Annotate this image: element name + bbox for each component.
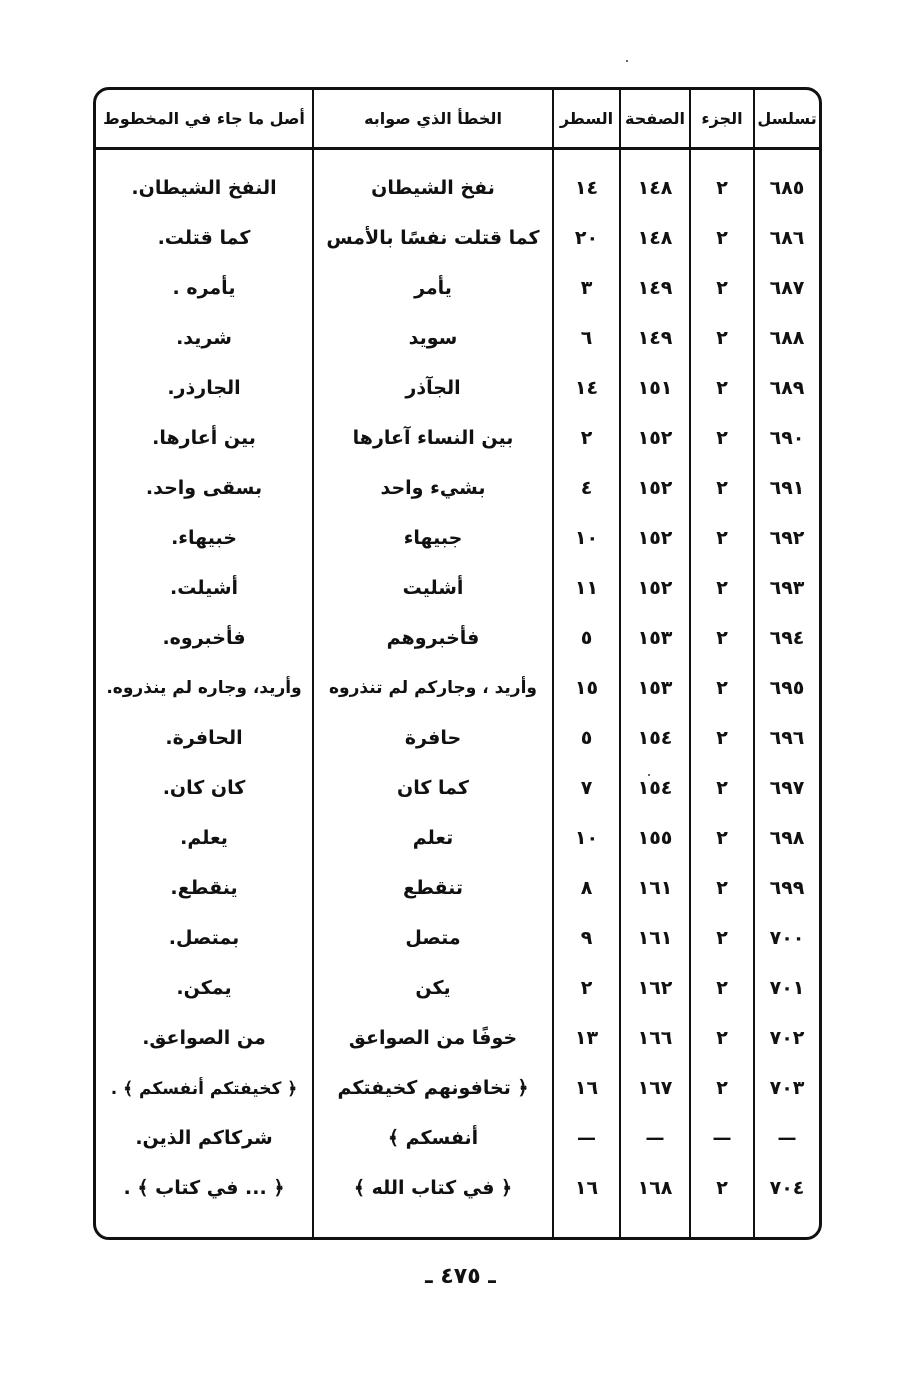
cell-original: وأريد، وجاره لم ينذروه. <box>106 678 302 698</box>
cell-part: ٢ <box>716 727 728 749</box>
cell-part: ٢ <box>716 977 728 999</box>
table-row <box>96 563 819 613</box>
cell-page: ١٤٩ <box>637 277 673 299</box>
cell-error: ﴿ تخافونهم كخيفتكم <box>337 1077 529 1099</box>
cell-part: ٢ <box>716 777 728 799</box>
cell-original: ﴿ ... في كتاب ﴾ . <box>123 1177 285 1199</box>
cell-error: فأخبروهم <box>386 627 480 649</box>
cell-line: ٨ <box>580 877 593 899</box>
table-row <box>96 413 819 463</box>
cell-page: ١٤٨ <box>637 227 673 249</box>
cell-line: ٦ <box>580 327 593 349</box>
cell-serial: ٦٩٧ <box>769 777 805 799</box>
cell-serial: ٦٩٨ <box>769 827 805 849</box>
cell-serial: ٧٠٢ <box>769 1027 805 1049</box>
cell-original: ينقطع. <box>170 877 238 899</box>
cell-error: كما قتلت نفسًا بالأمس <box>326 227 540 249</box>
cell-error: خوفًا من الصواعق <box>348 1027 518 1049</box>
cell-page: ١٤٩ <box>637 327 673 349</box>
corrections-table <box>93 87 822 1240</box>
cell-serial: ٧٠٠ <box>769 927 805 949</box>
table-row <box>96 363 819 413</box>
cell-page: — <box>645 1127 665 1149</box>
cell-part: ٢ <box>716 377 728 399</box>
cell-line: ٤ <box>580 477 593 499</box>
cell-original: بين أعارها. <box>152 427 256 449</box>
cell-serial: ٦٩٢ <box>769 527 805 549</box>
cell-error: بشيء واحد <box>380 477 486 499</box>
table-row <box>96 963 819 1013</box>
cell-page: ١٥٥ <box>637 827 673 849</box>
cell-serial: ٦٩٥ <box>769 677 805 699</box>
table-row <box>96 313 819 363</box>
cell-part: ٢ <box>716 327 728 349</box>
table-row <box>96 813 819 863</box>
cell-serial: ٦٨٨ <box>769 327 805 349</box>
cell-error: تنقطع <box>402 877 464 899</box>
cell-serial: ٦٨٥ <box>769 177 805 199</box>
cell-line: ٢ <box>580 977 593 999</box>
table-row <box>96 613 819 663</box>
header-original: أصل ما جاء في المخطوط <box>103 109 305 128</box>
header-serial: تسلسل <box>757 109 817 128</box>
cell-page: ١٦٦ <box>637 1027 673 1049</box>
cell-error: تعلم <box>412 827 454 849</box>
cell-original: شركاكم الذين. <box>135 1127 273 1149</box>
cell-part: ٢ <box>716 277 728 299</box>
cell-original: كما قتلت. <box>157 227 251 249</box>
table-row <box>96 513 819 563</box>
cell-serial: ٦٩٩ <box>769 877 805 899</box>
cell-serial: ٦٩١ <box>769 477 805 499</box>
cell-error: سويد <box>408 327 458 349</box>
cell-line: ٧ <box>580 777 593 799</box>
table-body <box>96 150 819 1237</box>
cell-original: يمكن. <box>176 977 232 999</box>
cell-page: ١٥٢ <box>637 577 673 599</box>
cell-part: ٢ <box>716 927 728 949</box>
cell-line: ١١ <box>574 577 599 599</box>
table-row <box>96 1163 819 1213</box>
cell-part: ٢ <box>716 177 728 199</box>
cell-part: ٢ <box>716 477 728 499</box>
cell-line: ٥ <box>580 727 593 749</box>
page-number: ـ ٤٧٥ ـ <box>425 1264 496 1289</box>
cell-serial: — <box>777 1127 797 1149</box>
cell-page: ١٥٢ <box>637 477 673 499</box>
table-row <box>96 913 819 963</box>
table-header <box>96 90 819 150</box>
cell-line: ٢ <box>580 427 593 449</box>
cell-serial: ٦٨٧ <box>769 277 805 299</box>
header-line: السطر <box>559 109 614 128</box>
cell-serial: ٧٠٤ <box>769 1177 805 1199</box>
cell-serial: ٦٩٣ <box>769 577 805 599</box>
table-row <box>96 213 819 263</box>
cell-error: يكن <box>415 977 451 999</box>
cell-original: خبيهاء. <box>171 527 237 549</box>
cell-error: يأمر <box>414 277 452 299</box>
cell-line: ١٤ <box>574 377 599 399</box>
cell-page: ١٥٤ <box>637 727 673 749</box>
cell-error: كما كان <box>397 777 469 799</box>
cell-part: ٢ <box>716 827 728 849</box>
cell-error: نفخ الشيطان <box>371 177 495 199</box>
cell-part: ٢ <box>716 627 728 649</box>
cell-line: ١٠ <box>574 827 599 849</box>
cell-line: ١٤ <box>574 177 599 199</box>
cell-original: الجارذر. <box>167 377 241 399</box>
cell-page: ١٤٨ <box>637 177 673 199</box>
cell-error: حافرة <box>404 727 462 749</box>
cell-part: ٢ <box>716 527 728 549</box>
cell-original: الحافرة. <box>165 727 243 749</box>
cell-original: يأمره . <box>172 277 236 299</box>
cell-part: ٢ <box>716 1177 728 1199</box>
cell-line: ١٠ <box>574 527 599 549</box>
cell-part: ٢ <box>716 877 728 899</box>
table-row <box>96 1013 819 1063</box>
table-row <box>96 663 819 713</box>
page-speck <box>626 60 628 62</box>
cell-line: ١٦ <box>574 1177 599 1199</box>
cell-original: كان كان. <box>162 777 246 799</box>
cell-line: ١٣ <box>574 1027 599 1049</box>
cell-serial: ٦٩٤ <box>769 627 805 649</box>
cell-page: ١٦١ <box>637 927 673 949</box>
table-row <box>96 763 819 813</box>
cell-page: ١٦٨ <box>637 1177 673 1199</box>
cell-serial: ٦٨٩ <box>769 377 805 399</box>
cell-page: ١٦٢ <box>637 977 673 999</box>
cell-part: ٢ <box>716 677 728 699</box>
cell-original: من الصواعق. <box>142 1027 266 1049</box>
cell-line: ٢٠ <box>574 227 599 249</box>
cell-error: أشليت <box>402 577 464 599</box>
cell-part: ٢ <box>716 427 728 449</box>
cell-line: ١٥ <box>574 677 599 699</box>
table-row <box>96 713 819 763</box>
cell-page: ١٦٧ <box>637 1077 673 1099</box>
table-row <box>96 163 819 213</box>
cell-original: بسقى واحد. <box>145 477 263 499</box>
table-row <box>96 463 819 513</box>
cell-serial: ٦٨٦ <box>769 227 805 249</box>
table-row <box>96 263 819 313</box>
cell-part: ٢ <box>716 577 728 599</box>
cell-page: ١٥٣ <box>637 677 673 699</box>
cell-error: ﴿ في كتاب الله ﴾ <box>353 1177 513 1199</box>
cell-error: الجآذر <box>405 377 461 399</box>
cell-serial: ٦٩٦ <box>769 727 805 749</box>
cell-page: ١٥٢ <box>637 427 673 449</box>
cell-page: ١٥٤ <box>637 777 673 799</box>
table-row <box>96 1113 819 1163</box>
table-row <box>96 863 819 913</box>
cell-serial: ٧٠١ <box>769 977 805 999</box>
header-error-correction: الخطأ الذي صوابه <box>364 109 502 128</box>
cell-original: ﴿ كخيفتكم أنفسكم ﴾ . <box>110 1078 298 1099</box>
cell-error: أنفسكم ﴾ <box>387 1127 479 1149</box>
cell-part: ٢ <box>716 1077 728 1099</box>
cell-page: ١٦١ <box>637 877 673 899</box>
cell-original: فأخبروه. <box>162 627 246 649</box>
cell-serial: ٧٠٣ <box>769 1077 805 1099</box>
cell-original: بمتصل. <box>168 927 240 949</box>
cell-original: أشيلت. <box>169 577 239 599</box>
cell-line: ٩ <box>580 927 593 949</box>
cell-line: ٥ <box>580 627 593 649</box>
cell-error: متصل <box>405 927 461 949</box>
cell-line: ٣ <box>580 277 593 299</box>
cell-page: ١٥٢ <box>637 527 673 549</box>
cell-part: ٢ <box>716 1027 728 1049</box>
cell-part: ٢ <box>716 227 728 249</box>
cell-page: ١٥١ <box>637 377 673 399</box>
header-part: الجزء <box>701 109 743 128</box>
cell-page: ١٥٣ <box>637 627 673 649</box>
cell-line: ١٦ <box>574 1077 599 1099</box>
cell-original: شريد. <box>176 327 232 349</box>
cell-error: وأريد ، وجاركم لم تنذروه <box>329 678 537 698</box>
cell-part: — <box>712 1127 732 1149</box>
table-row <box>96 1063 819 1113</box>
cell-error: بين النساء آعارها <box>352 427 514 449</box>
cell-original: يعلم. <box>180 827 228 849</box>
cell-original: النفخ الشيطان. <box>131 177 277 199</box>
cell-serial: ٦٩٠ <box>769 427 805 449</box>
cell-line: — <box>577 1127 596 1149</box>
header-page: الصفحة <box>625 109 686 128</box>
cell-error: جبيهاء <box>403 527 463 549</box>
